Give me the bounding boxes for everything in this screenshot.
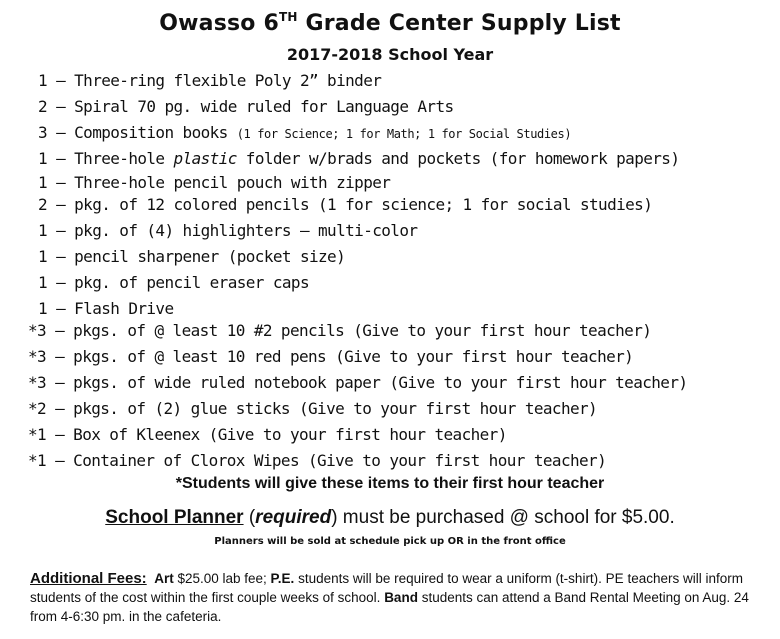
pe-label: P.E. bbox=[270, 571, 295, 586]
additional-fees: Additional Fees: Art $25.00 lab fee; P.E. students will be required to wear a uniform (t-shirt). PE teachers will inform students of the cost within the first couple weeks of school. Band students can attend a Band Rental Meeting on Aug. 24 from 4-6:30 pm. in the cafeteria. bbox=[30, 570, 749, 624]
list-item: 1 – pencil sharpener (pocket size) bbox=[38, 247, 346, 266]
list-item: *1 – Box of Kleenex (Give to your first hour teacher) bbox=[28, 425, 507, 444]
title-text-rest: Grade Center Supply List bbox=[297, 11, 621, 36]
list-item: *3 – pkgs. of wide ruled notebook paper (Give to your first hour teacher) bbox=[28, 373, 688, 392]
list-item: *3 – pkgs. of @ least 10 red pens (Give to your first hour teacher) bbox=[28, 347, 634, 366]
list-item: 1 – Three-hole plastic folder w/brads and pockets (for homework papers) bbox=[38, 149, 680, 168]
planner-notice: School Planner (required) must be purchased @ school for $5.00. bbox=[105, 507, 675, 528]
fees-heading: Additional Fees: bbox=[30, 570, 147, 587]
list-item: 1 – Three-ring flexible Poly 2” binder bbox=[38, 71, 382, 90]
list-item: 2 – pkg. of 12 colored pencils (1 for science; 1 for social studies) bbox=[38, 195, 653, 214]
page-title bbox=[0, 10, 780, 36]
list-item: 1 – Three-hole pencil pouch with zipper bbox=[38, 173, 391, 192]
band-label: Band bbox=[384, 590, 418, 605]
first-hour-note: *Students will give these items to their first hour teacher bbox=[175, 475, 605, 492]
school-year: 2017-2018 School Year bbox=[286, 45, 494, 64]
planner-subnote: Planners will be sold at schedule pick up OR in the front office bbox=[214, 536, 566, 547]
list-item: 1 – Flash Drive bbox=[38, 299, 174, 318]
list-item: *2 – pkgs. of (2) glue sticks (Give to your first hour teacher) bbox=[28, 399, 598, 418]
list-item: 1 – pkg. of (4) highlighters – multi-color bbox=[38, 221, 418, 240]
list-item: *3 – pkgs. of @ least 10 #2 pencils (Give to your first hour teacher) bbox=[28, 321, 652, 340]
list-item: 1 – pkg. of pencil eraser caps bbox=[38, 273, 309, 292]
required-label: required bbox=[255, 507, 332, 528]
list-item: 3 – Composition books (1 for Science; 1 for Math; 1 for Social Studies) bbox=[38, 123, 572, 142]
list-item: 2 – Spiral 70 pg. wide ruled for Language Arts bbox=[38, 97, 454, 116]
art-label: Art bbox=[154, 571, 174, 586]
list-item: *1 – Container of Clorox Wipes (Give to your first hour teacher) bbox=[28, 451, 607, 470]
title-superscript: TH bbox=[278, 10, 298, 24]
title-text: Owasso 6 bbox=[159, 11, 279, 36]
planner-label: School Planner bbox=[105, 507, 244, 528]
